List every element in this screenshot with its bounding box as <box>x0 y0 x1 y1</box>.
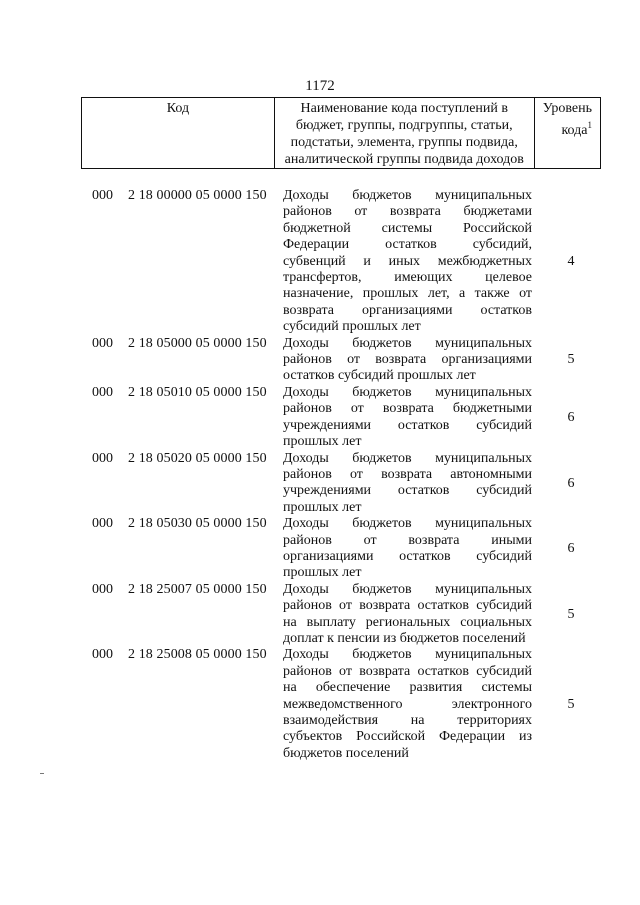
code-level: 5 <box>567 606 575 622</box>
table-row <box>0 188 640 336</box>
income-description: Доходы бюджетов муниципальных районов от возврата бюджетами бюджетной системы Российской Федерации остатков субсидий, субвенций и иных межбюджетных трансфертов, имеющих целевое назначение, прошлых лет, а также от возврата организациями остатков субсидий прошлых лет <box>283 188 532 335</box>
table-row <box>0 385 640 451</box>
income-description: Доходы бюджетов муниципальных районов от возврата бюджетными учреждениями остатков субсидий прошлых лет <box>283 384 532 450</box>
income-code: 2 18 05000 05 0000 150 <box>128 335 267 351</box>
code-level: 4 <box>567 254 575 269</box>
table-row <box>0 516 640 582</box>
income-description: Доходы бюджетов муниципальных районов от возврата иными организациями остатков субсидий прошлых лет <box>283 516 532 581</box>
code-level: 6 <box>567 541 575 557</box>
admin-code: 000 <box>92 516 113 532</box>
header-code: Код <box>82 98 275 169</box>
admin-code: 000 <box>92 384 113 400</box>
income-code-list <box>0 188 640 762</box>
header-level-footnote: 1 <box>587 120 592 130</box>
income-description: Доходы бюджетов муниципальных районов от возврата организациями остатков субсидий прошлых лет <box>283 335 532 384</box>
code-level: 6 <box>567 475 575 491</box>
admin-code: 000 <box>92 647 113 663</box>
table-header <box>81 97 601 169</box>
code-level: 5 <box>567 352 575 368</box>
income-code: 2 18 25007 05 0000 150 <box>128 581 267 597</box>
table-row <box>0 451 640 517</box>
income-code: 2 18 05020 05 0000 150 <box>128 450 267 466</box>
table-row <box>0 582 640 648</box>
header-level-line1: Уровень <box>542 101 592 116</box>
admin-code: 000 <box>92 188 113 203</box>
header-name: Наименование кода поступлений в бюджет, группы, подгруппы, статьи, подстатьи, элемента, группы подвида, аналитической группы подвида доходов <box>274 98 534 169</box>
page-number: 1172 <box>305 78 335 94</box>
header-level-line2: кода <box>561 123 588 138</box>
admin-code: 000 <box>92 581 113 597</box>
income-description: Доходы бюджетов муниципальных районов от возврата остатков субсидий на выплату региональных социальных доплат к пенсии из бюджетов поселений <box>283 581 532 646</box>
code-level: 6 <box>567 409 575 425</box>
income-code: 2 18 05030 05 0000 150 <box>128 516 267 532</box>
header-level <box>534 98 600 169</box>
scan-mark <box>40 773 44 774</box>
income-description: Доходы бюджетов муниципальных районов от возврата остатков субсидий на обеспечение развития системы межведомственного электронного взаимодействия на территориях субъектов Российской Федерации из бюджетов поселений <box>283 647 532 761</box>
admin-code: 000 <box>92 450 113 466</box>
admin-code: 000 <box>92 335 113 351</box>
table-row <box>0 336 640 385</box>
income-description: Доходы бюджетов муниципальных районов от возврата автономными учреждениями остатков субсидий прошлых лет <box>283 450 532 515</box>
table-row <box>0 647 640 762</box>
income-code: 2 18 00000 05 0000 150 <box>128 188 267 203</box>
income-code: 2 18 25008 05 0000 150 <box>128 647 267 663</box>
income-code: 2 18 05010 05 0000 150 <box>128 384 267 400</box>
code-level: 5 <box>567 696 575 712</box>
